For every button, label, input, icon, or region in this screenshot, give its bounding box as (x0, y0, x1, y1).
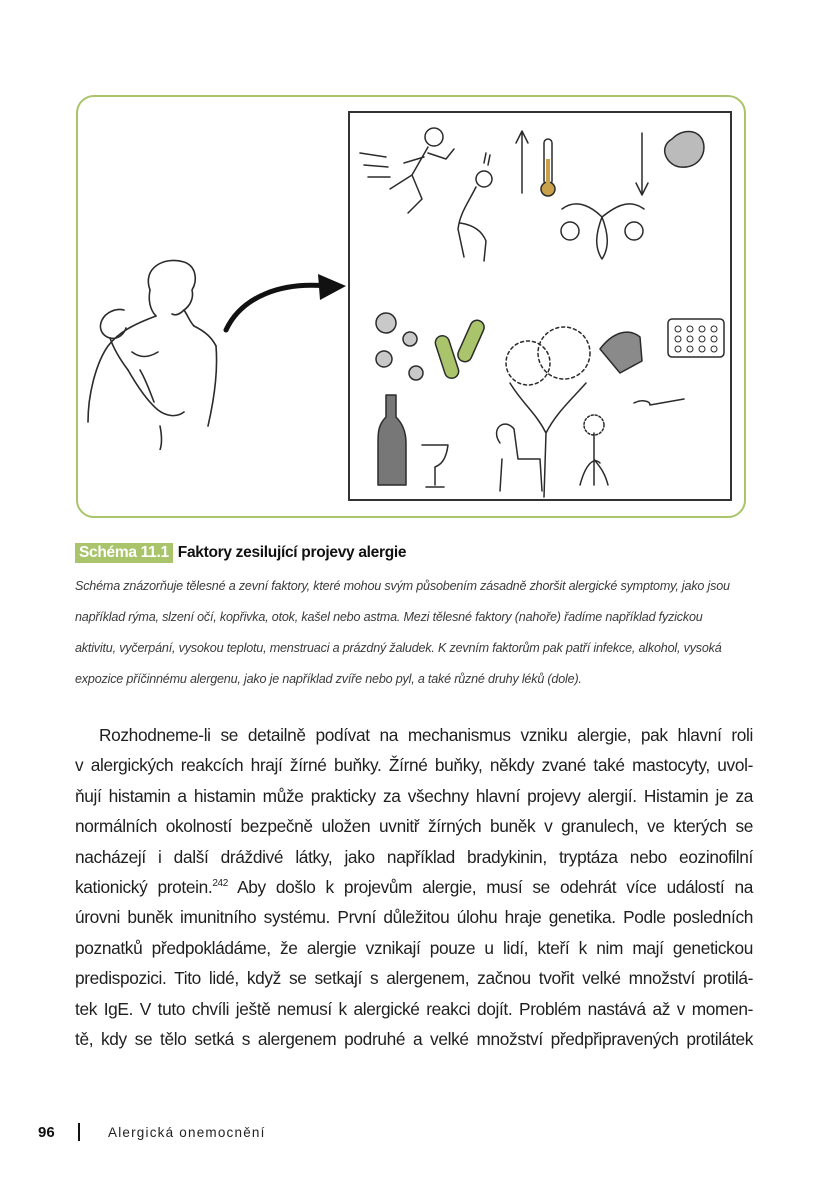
caption-line: expozice příčinnému alergenu, jako je například zvíře nebo pyl, a také různé druhy léků (dole). (75, 672, 582, 686)
body-paragraph (75, 720, 753, 1054)
body-line: úrovni buněk imunitního systému. První důležitou úlohu hraje genetika. Podle posledních (75, 907, 753, 928)
footnote-reference[interactable]: 242 (212, 877, 228, 889)
running-person-icon (360, 128, 454, 213)
page-number: 96 (38, 1123, 55, 1141)
body-line: v alergických reakcích hrají žírné buňky. Žírné buňky, někdy zvané také mastocyty, uvol- (75, 755, 753, 776)
curved-arrow-icon (222, 272, 348, 334)
figure-label: Schéma 11.1 (75, 543, 173, 563)
chapter-title: Alergická onemocnění (108, 1124, 266, 1140)
body-line: Rozhodneme-li se detailně podívat na mechanismus vzniku alergie, pak hlavní roli (99, 725, 753, 745)
dandelion-icon (580, 415, 608, 485)
footer-divider (78, 1123, 80, 1141)
body-line: poznatků předpokládáme, že alergie vznikají pouze u lidí, kteří k nim mají genetickou (75, 937, 753, 958)
caption-line: například rýma, slzení očí, kopřivka, otok, kašel nebo astma. Mezi tělesné faktory (nahoře) řadíme například fyzickou (75, 610, 703, 624)
body-line: predispozici. Tito lidé, když se setkají s alergenem, začnou tvořit velké množství protilá- (75, 968, 753, 989)
caption-line: aktivitu, vyčerpání, vysokou teplotu, menstruaci a prázdný žaludek. K zevním faktorům pak patří infekce, alkohol, vysoká (75, 641, 722, 655)
exhausted-person-icon (458, 153, 492, 261)
body-line-part: kationický protein. (75, 876, 213, 897)
body-line: ňují histamin a histamin může prakticky za všechny hlavní projevy alergií. Histamin je za (75, 785, 753, 806)
caption-line: Schéma znázorňuje tělesné a zevní faktory, které mohou svým působením zásadně zhoršit alergické symptomy, jako jsou (75, 579, 730, 593)
page-footer (38, 1121, 266, 1143)
figure-caption-text (75, 571, 765, 695)
bacteria-icons (376, 313, 486, 380)
medicine-icons (600, 319, 724, 405)
body-line: tek IgE. V tuto chvíli ještě nemusí k alergické reakci dojít. Problém nastává až v momen- (75, 998, 753, 1019)
tree-and-dog-icon (497, 327, 590, 497)
figure-caption-heading (75, 542, 406, 564)
body-line: tě, kdy se tělo setká s alergenem podruhé a velké množství předpřipravených protilátek (75, 1028, 753, 1049)
body-line: normálních okolností bezpečně uložen uvnitř žírných buněk v granulech, ve kterých se (75, 816, 753, 837)
body-line-with-footnote (75, 872, 753, 902)
body-line-part: Aby došlo k projevům alergie, musí se odehrát více událostí na (227, 876, 753, 897)
figure-title: Faktory zesilující projevy alergie (177, 544, 407, 561)
factors-illustration-box (348, 111, 732, 501)
wine-bottle-icon (378, 395, 448, 487)
body-line: nacházejí i další dráždivé látky, jako například bradykinin, tryptáza nebo eozinofilní (75, 846, 753, 867)
